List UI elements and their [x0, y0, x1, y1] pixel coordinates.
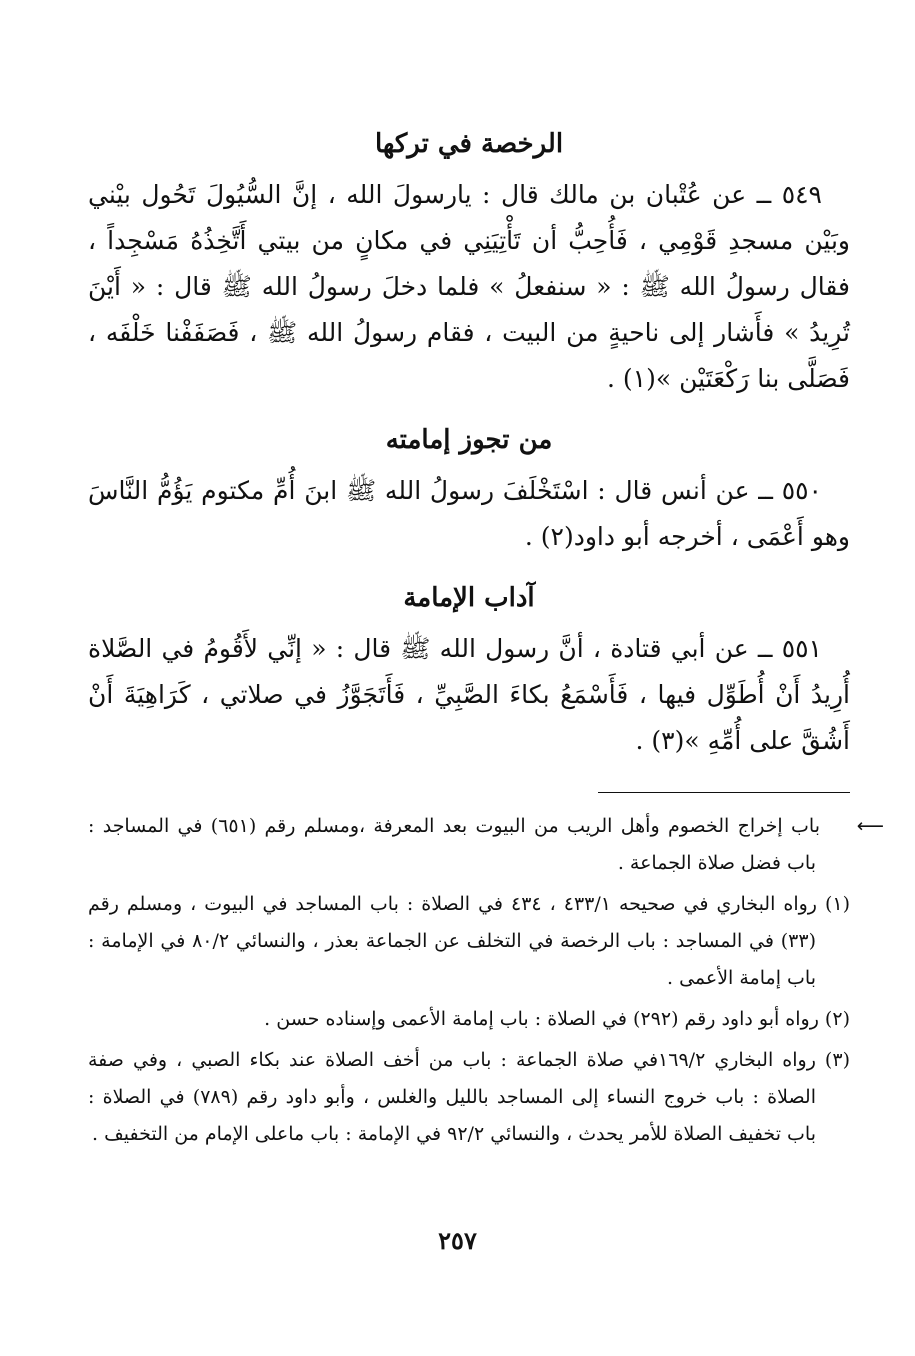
book-page [88, 118, 884, 1157]
hadith-paragraph: ٥٥١ ــ عن أبي قتادة ، أنَّ رسول الله ﷺ قال : « إنِّي لأَقُومُ في الصَّلاة أُرِيدُ أَنْ أُطَوِّل فيها ، فَأَسْمَعُ بكاءَ الصَّبِيِّ ، فَأَتَجَوَّزُ في صلاتي ، كَرَاهِيَةَ أَنْ أَشُقَّ على أُمِّهِ »(٣) . [88, 634, 850, 755]
footnotes [88, 808, 884, 1153]
section-heading: آداب الإمامة [403, 583, 535, 613]
continuation-arrow-icon: ⟵ [856, 815, 884, 837]
section-heading: من تجوز إمامته [385, 425, 553, 455]
footnote-separator-area [88, 784, 850, 808]
footnote: (٣) رواه البخاري ١٦٩/٢في صلاة الجماعة : باب من أخف الصلاة عند بكاء الصبي ، وفي صفة الصلاة : باب خروج النساء إلى المساجد بالليل والغلس ، وأبو داود رقم (٧٨٩) في الصلاة : باب تخفيف الصلاة للأمر يحدث ، والنسائي ٩٢/٢ في الإمامة : باب ماعلى الإمام من التخفيف . [88, 1049, 850, 1145]
footnote: (٢) رواه أبو داود رقم (٢٩٢) في الصلاة : باب إمامة الأعمى وإسناده حسن . [264, 1008, 850, 1030]
section-heading: الرخصة في تركها [374, 129, 564, 159]
hadith-paragraph: ٥٤٩ ــ عن عُتْبان بن مالك قال : يارسولَ الله ، إنَّ السُّيُولَ تَحُول بيْني وبَيْن مسجدِ قَوْمِي ، فَأُحِبُّ أن تَأْتِيَنِي في مكانٍ من بيتي أَتَّخِذُهُ مَسْجِداً ، فقال رسولُ الله ﷺ : « سنفعلُ » فلما دخلَ رسولُ الله ﷺ قال : « أَيْنَ تُرِيدُ » فأَشار إلى ناحيةٍ من البيت ، فقام رسولُ الله ﷺ ، فَصَفَفْنا خَلْفَه ، فَصَلَّى بنا رَكْعَتَيْن »(١) . [88, 180, 850, 393]
footnote: (١) رواه البخاري في صحيحه ٤٣٣/١ ، ٤٣٤ في الصلاة : باب المساجد في البيوت ، ومسلم رقم (٣٣) في المساجد : باب الرخصة في التخلف عن الجماعة بعذر ، والنسائي ٨٠/٢ في الإمامة : باب إمامة الأعمى . [88, 893, 850, 989]
footnote-continued-text: باب إخراج الخصوم وأهل الريب من البيوت بعد المعرفة ،ومسلم رقم (٦٥١) في المساجد : باب فضل صلاة الجماعة . [88, 815, 820, 874]
footnote-continued [88, 808, 884, 882]
page-number: ٢٥٧ [438, 1226, 477, 1255]
footnote-separator [598, 792, 850, 793]
hadith-paragraph: ٥٥٠ ــ عن أنس قال : اسْتَخْلَفَ رسولُ الله ﷺ ابنَ أُمِّ مكتوم يَؤُمُّ النَّاسَ وهو أَعْمَى ، أخرجه أبو داود(٢) . [88, 476, 850, 551]
